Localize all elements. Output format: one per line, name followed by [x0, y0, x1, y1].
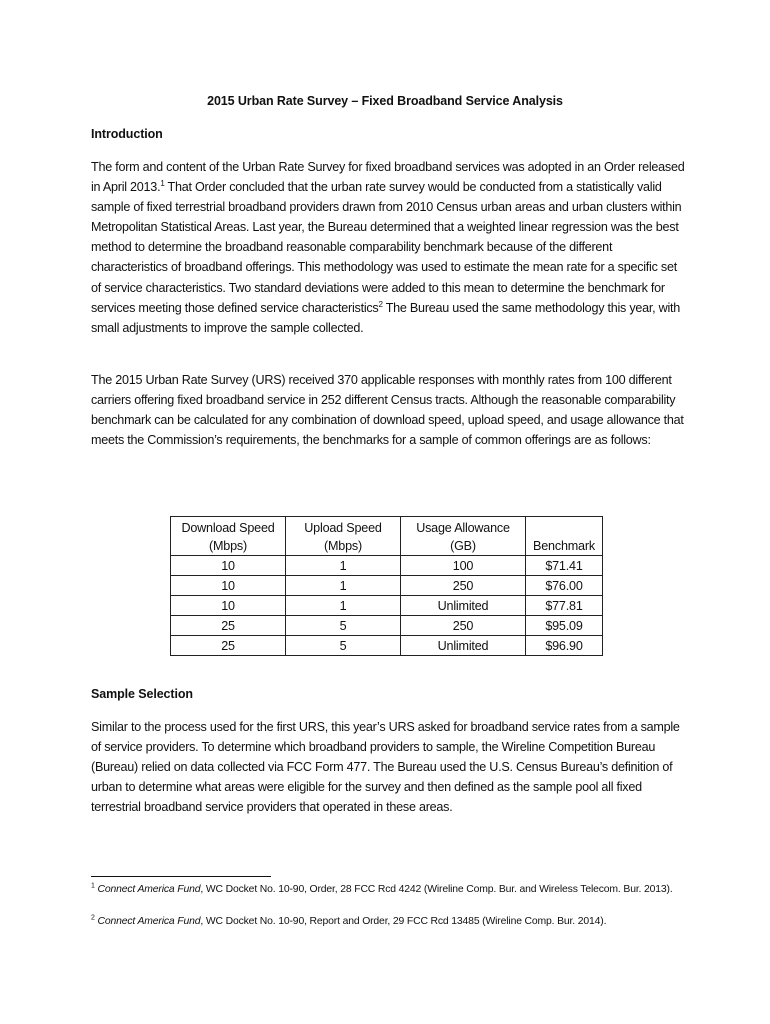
footnote-1 [91, 882, 691, 898]
table-row [171, 636, 603, 656]
footnote-text: , WC Docket No. 10-90, Order, 28 FCC Rcd 4242 (Wireline Comp. Bur. and Wireless Telecom. Bur. 2013). [200, 884, 673, 895]
footnote-text: , WC Docket No. 10-90, Report and Order, 29 FCC Rcd 13485 (Wireline Comp. Bur. 2014). [200, 916, 607, 927]
footnote-case-title: Connect America Fund [97, 884, 201, 895]
introduction-paragraph-1 [91, 157, 689, 338]
table-row [171, 556, 603, 576]
introduction-heading: Introduction [91, 127, 163, 141]
cell-download: 25 [171, 616, 286, 636]
footnote-2 [91, 914, 691, 930]
header-download-speed: Download Speed (Mbps) [171, 517, 286, 556]
footnote-case-title: Connect America Fund [97, 916, 201, 927]
footnote-ref-1[interactable]: 1 [160, 178, 165, 188]
document-title: 2015 Urban Rate Survey – Fixed Broadband Service Analysis [207, 94, 563, 108]
footnote-number: 1 [91, 882, 95, 890]
cell-benchmark: $95.09 [526, 616, 603, 636]
introduction-paragraph-2: The 2015 Urban Rate Survey (URS) received 370 applicable responses with monthly rates from 100 different carriers offering fixed broadband service in 252 different Census tracts. Although the reasonable comparability benchmark can be calculated for any combination of download speed, upload speed, and usage allowance that meets the Commission’s requirements, the benchmarks for a sample of common offerings are as follows: [91, 373, 684, 448]
cell-usage: 250 [401, 576, 526, 596]
table-row [171, 576, 603, 596]
cell-usage: Unlimited [401, 636, 526, 656]
footnote-ref-2[interactable]: 2 [378, 299, 383, 309]
sample-selection-heading: Sample Selection [91, 687, 193, 701]
cell-download: 10 [171, 556, 286, 576]
table-header-row [171, 517, 603, 556]
cell-upload: 1 [286, 576, 401, 596]
cell-usage: 100 [401, 556, 526, 576]
intro-text-part-2: That Order concluded that the urban rate survey would be conducted from a statistically valid sample of fixed terrestrial broadband providers drawn from 2010 Census urban areas and urban clusters within Metropolitan Statistical Areas. Last year, the Bureau determined that a weighted linear regression was the best method to determine the broadband reasonable comparability benchmark because of the different characteristics of broadband offerings. This methodology was used to estimate the mean rate for a specific set of service characteristics. Two standard deviations were added to this mean to determine the benchmark for services meeting those defined service characteristics [91, 180, 682, 315]
cell-download: 25 [171, 636, 286, 656]
cell-usage: 250 [401, 616, 526, 636]
cell-benchmark: $76.00 [526, 576, 603, 596]
cell-benchmark: $77.81 [526, 596, 603, 616]
header-usage-allowance: Usage Allowance (GB) [401, 517, 526, 556]
intro-text-part-3: The Bureau used the same methodology this year, with small adjustments to improve the sample collected. [91, 300, 681, 335]
cell-upload: 5 [286, 636, 401, 656]
cell-upload: 1 [286, 596, 401, 616]
cell-benchmark: $71.41 [526, 556, 603, 576]
cell-download: 10 [171, 596, 286, 616]
cell-benchmark: $96.90 [526, 636, 603, 656]
footnote-number: 2 [91, 914, 95, 922]
header-benchmark: Benchmark [526, 517, 603, 556]
intro-text-part-1: The form and content of the Urban Rate Survey for fixed broadband services was adopted in an Order released in April 2013. [91, 160, 685, 195]
benchmark-table [170, 516, 603, 656]
sample-selection-paragraph: Similar to the process used for the first URS, this year’s URS asked for broadband service rates from a sample of service providers. To determine which broadband providers to sample, the Wireline Competition Bureau (Bureau) relied on data collected via FCC Form 477. The Bureau used the U.S. Census Bureau’s definition of urban to determine what areas were eligible for the survey and then defined as the sample pool all fixed terrestrial broadband service providers that operated in these areas. [91, 720, 680, 815]
table-row [171, 596, 603, 616]
cell-download: 10 [171, 576, 286, 596]
table-row [171, 616, 603, 636]
cell-upload: 5 [286, 616, 401, 636]
cell-usage: Unlimited [401, 596, 526, 616]
cell-upload: 1 [286, 556, 401, 576]
header-upload-speed: Upload Speed (Mbps) [286, 517, 401, 556]
footnote-divider [91, 876, 271, 877]
